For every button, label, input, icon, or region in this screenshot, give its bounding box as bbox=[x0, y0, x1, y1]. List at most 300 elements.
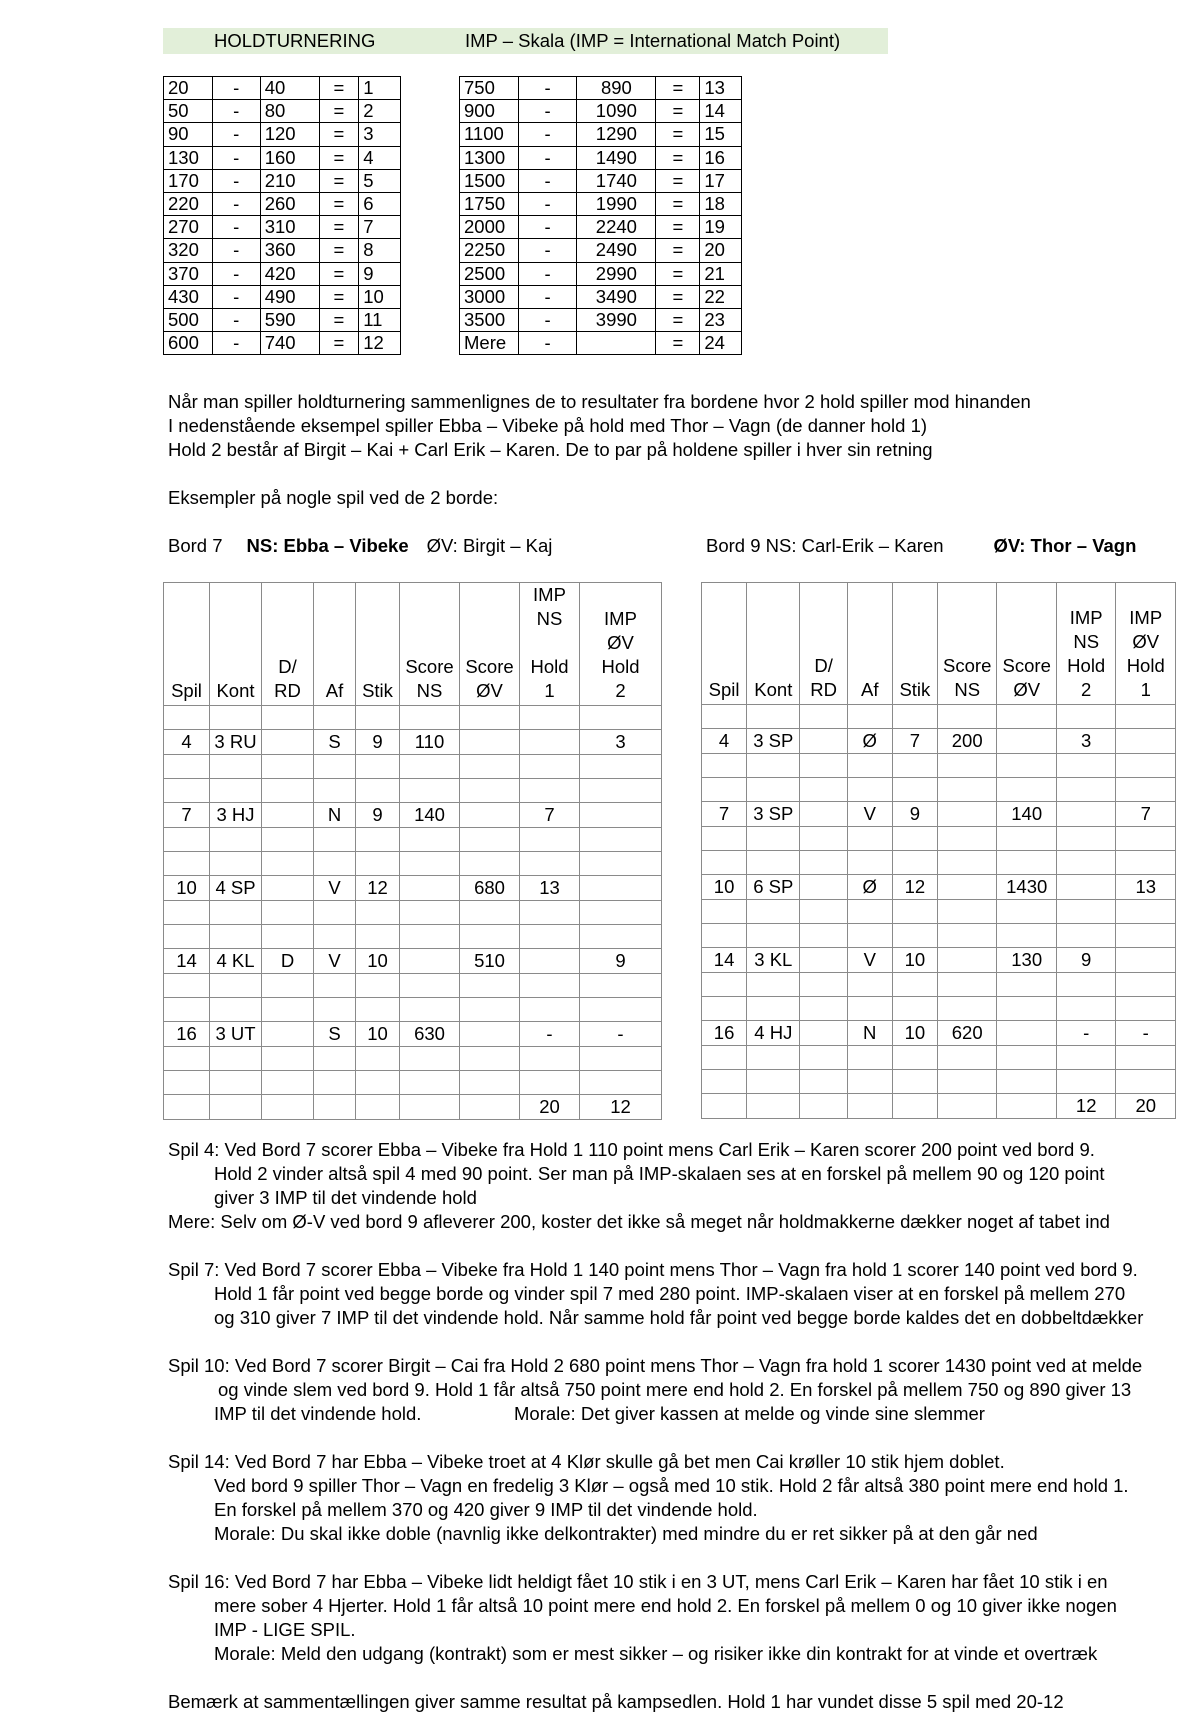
table-cell bbox=[800, 875, 847, 900]
table-cell: 7 bbox=[1116, 802, 1176, 827]
column-header-label: Stik bbox=[362, 680, 393, 701]
column-header-label: Score ØV bbox=[465, 656, 514, 701]
imp-cell: 3 bbox=[359, 123, 401, 146]
bord9-heading bbox=[706, 534, 1136, 558]
empty-cell bbox=[937, 900, 997, 924]
table-cell bbox=[937, 875, 997, 900]
empty-cell bbox=[997, 900, 1057, 924]
empty-cell bbox=[400, 1047, 460, 1071]
empty-cell bbox=[460, 974, 520, 998]
imp-cell: 13 bbox=[700, 77, 742, 100]
empty-cell bbox=[520, 1047, 580, 1071]
table-cell: V bbox=[314, 949, 356, 974]
imp-cell: 1100 bbox=[460, 123, 519, 146]
table-cell: 9 bbox=[356, 803, 400, 828]
empty-cell bbox=[747, 827, 800, 851]
empty-cell bbox=[1056, 973, 1116, 997]
empty-cell bbox=[1116, 997, 1176, 1021]
empty-row bbox=[702, 1046, 1176, 1070]
examples-label: Eksempler på nogle spil ved de 2 borde: bbox=[168, 487, 499, 508]
imp-row bbox=[460, 262, 742, 285]
table-row bbox=[702, 802, 1176, 827]
empty-cell bbox=[460, 828, 520, 852]
empty-cell bbox=[210, 755, 262, 779]
imp-cell: = bbox=[319, 123, 359, 146]
spil14-explanation-line: Ved bord 9 spiller Thor – Vagn en fredelig 3 Klør – også med 10 stik. Hold 2 får altså 380 point mere end hold 1. bbox=[214, 1475, 1129, 1496]
imp-row bbox=[460, 192, 742, 215]
column-header bbox=[800, 583, 847, 705]
table-cell bbox=[800, 802, 847, 827]
imp-cell: 18 bbox=[700, 192, 742, 215]
empty-cell bbox=[520, 755, 580, 779]
empty-cell bbox=[314, 706, 356, 730]
header-subtitle: IMP – Skala (IMP = International Match Point) bbox=[465, 30, 841, 51]
column-header-label: Kont bbox=[216, 680, 255, 701]
spil10-explanation-line: IMP til det vindende hold. bbox=[214, 1403, 422, 1424]
empty-cell bbox=[460, 925, 520, 949]
header-title: HOLDTURNERING bbox=[214, 30, 376, 51]
imp-row bbox=[460, 285, 742, 308]
imp-row bbox=[460, 169, 742, 192]
imp-row bbox=[164, 262, 401, 285]
imp-cell: - bbox=[518, 146, 577, 169]
imp-row bbox=[460, 216, 742, 239]
table-row bbox=[702, 1021, 1176, 1046]
table-cell: V bbox=[847, 802, 892, 827]
empty-cell bbox=[847, 1094, 892, 1119]
imp-cell: 3990 bbox=[577, 308, 656, 331]
table-cell bbox=[937, 802, 997, 827]
imp-cell: 740 bbox=[260, 332, 319, 355]
empty-cell bbox=[1056, 997, 1116, 1021]
empty-cell bbox=[747, 1070, 800, 1094]
spacer-row bbox=[702, 705, 1176, 729]
empty-cell bbox=[356, 1095, 400, 1120]
imp-scale-table-left bbox=[163, 76, 401, 355]
imp-cell: - bbox=[518, 100, 577, 123]
empty-cell bbox=[314, 828, 356, 852]
empty-cell bbox=[937, 705, 997, 729]
empty-cell bbox=[356, 706, 400, 730]
empty-cell bbox=[164, 779, 210, 803]
imp-cell bbox=[577, 332, 656, 355]
empty-cell bbox=[520, 779, 580, 803]
empty-cell bbox=[892, 997, 937, 1021]
table-cell: 7 bbox=[520, 803, 580, 828]
empty-cell bbox=[580, 755, 662, 779]
spil14-explanation-line: Morale: Du skal ikke doble (navnlig ikke delkontrakter) med mindre du er ret sikker på at den går ned bbox=[214, 1523, 1038, 1544]
empty-cell bbox=[400, 852, 460, 876]
empty-cell bbox=[356, 828, 400, 852]
empty-cell bbox=[520, 998, 580, 1022]
imp-cell: - bbox=[518, 285, 577, 308]
table-header-row bbox=[702, 583, 1176, 705]
imp-cell: - bbox=[212, 332, 260, 355]
empty-cell bbox=[164, 828, 210, 852]
imp-cell: = bbox=[319, 77, 359, 100]
empty-cell bbox=[314, 755, 356, 779]
column-header bbox=[400, 583, 460, 706]
empty-cell bbox=[800, 827, 847, 851]
column-header bbox=[356, 583, 400, 706]
empty-cell bbox=[460, 998, 520, 1022]
column-header-label: IMP NS Hold 1 bbox=[530, 584, 569, 701]
empty-cell bbox=[1116, 754, 1176, 778]
empty-cell bbox=[1116, 900, 1176, 924]
empty-cell bbox=[1056, 851, 1116, 875]
imp-cell: - bbox=[212, 192, 260, 215]
empty-cell bbox=[210, 779, 262, 803]
empty-cell bbox=[580, 974, 662, 998]
empty-cell bbox=[1056, 1070, 1116, 1094]
empty-cell bbox=[702, 851, 747, 875]
imp-cell: 2000 bbox=[460, 216, 519, 239]
table-cell: 200 bbox=[937, 729, 997, 754]
empty-cell bbox=[460, 779, 520, 803]
empty-cell bbox=[314, 1047, 356, 1071]
imp-cell: = bbox=[656, 77, 700, 100]
empty-cell bbox=[892, 778, 937, 802]
empty-cell bbox=[892, 924, 937, 948]
table-cell: 630 bbox=[400, 1022, 460, 1047]
imp-row bbox=[164, 192, 401, 215]
bord9-label: Bord 9 bbox=[706, 535, 761, 556]
table-row bbox=[702, 729, 1176, 754]
imp-cell: 1 bbox=[359, 77, 401, 100]
empty-cell bbox=[892, 851, 937, 875]
imp-cell: = bbox=[319, 100, 359, 123]
table-cell: 12 bbox=[892, 875, 937, 900]
column-header-label: Kont bbox=[754, 679, 793, 700]
empty-cell bbox=[356, 901, 400, 925]
imp-cell: 210 bbox=[260, 169, 319, 192]
imp-cell: 420 bbox=[260, 262, 319, 285]
imp-cell: 260 bbox=[260, 192, 319, 215]
empty-cell bbox=[400, 755, 460, 779]
empty-cell bbox=[702, 1094, 747, 1119]
spil10-explanation-line: og vinde slem ved bord 9. Hold 1 får altså 750 point mere end hold 2. En forskel på mellem 750 og 890 giver 13 bbox=[218, 1379, 1132, 1400]
empty-cell bbox=[580, 925, 662, 949]
imp-cell: 5 bbox=[359, 169, 401, 192]
column-header bbox=[1056, 583, 1116, 705]
empty-cell bbox=[400, 998, 460, 1022]
empty-cell bbox=[1056, 924, 1116, 948]
empty-cell bbox=[800, 705, 847, 729]
imp-cell: - bbox=[212, 169, 260, 192]
imp-cell: 20 bbox=[700, 239, 742, 262]
table-cell: 14 bbox=[164, 949, 210, 974]
table-cell bbox=[800, 1021, 847, 1046]
imp-cell: - bbox=[518, 308, 577, 331]
empty-cell bbox=[747, 973, 800, 997]
empty-cell bbox=[356, 998, 400, 1022]
empty-cell bbox=[997, 1070, 1057, 1094]
spacer-row bbox=[164, 706, 662, 730]
imp-cell: Mere bbox=[460, 332, 519, 355]
empty-cell bbox=[520, 828, 580, 852]
imp-cell: = bbox=[656, 192, 700, 215]
imp-cell: 310 bbox=[260, 216, 319, 239]
empty-cell bbox=[1116, 827, 1176, 851]
imp-cell: 80 bbox=[260, 100, 319, 123]
column-header-label: D/ RD bbox=[810, 655, 837, 700]
table-cell: - bbox=[1056, 1021, 1116, 1046]
imp-cell: - bbox=[212, 239, 260, 262]
imp-cell: - bbox=[518, 169, 577, 192]
table-cell bbox=[460, 1022, 520, 1047]
table-row bbox=[702, 948, 1176, 973]
empty-cell bbox=[262, 779, 314, 803]
table-cell bbox=[262, 876, 314, 901]
empty-cell bbox=[937, 1094, 997, 1119]
table-cell bbox=[460, 730, 520, 755]
spil7-explanation-line: og 310 giver 7 IMP til det vindende hold. Når samme hold får point ved begge borde kaldes det en dobbeltdækker bbox=[214, 1307, 1144, 1328]
imp-cell: 22 bbox=[700, 285, 742, 308]
imp-cell: - bbox=[518, 262, 577, 285]
empty-cell bbox=[997, 778, 1057, 802]
empty-row bbox=[164, 779, 662, 803]
empty-row bbox=[702, 900, 1176, 924]
empty-cell bbox=[800, 754, 847, 778]
column-header bbox=[164, 583, 210, 706]
table-cell bbox=[1056, 802, 1116, 827]
imp-cell: - bbox=[518, 216, 577, 239]
empty-cell bbox=[892, 827, 937, 851]
empty-cell bbox=[892, 900, 937, 924]
empty-cell bbox=[847, 997, 892, 1021]
empty-cell bbox=[262, 1047, 314, 1071]
imp-cell: 50 bbox=[164, 100, 213, 123]
bord9-ov: ØV: Thor – Vagn bbox=[993, 535, 1137, 556]
empty-cell bbox=[1116, 1046, 1176, 1070]
column-header-label: IMP NS Hold 2 bbox=[1067, 607, 1106, 700]
spil7-explanation-line: Spil 7: Ved Bord 7 scorer Ebba – Vibeke fra Hold 1 140 point mens Thor – Vagn fra hold 1 scorer 140 point ved bord 9. bbox=[168, 1259, 1138, 1280]
table-cell: 4 KL bbox=[210, 949, 262, 974]
imp-cell: = bbox=[656, 262, 700, 285]
imp-row bbox=[164, 239, 401, 262]
empty-cell bbox=[520, 1071, 580, 1095]
empty-row bbox=[702, 924, 1176, 948]
table-cell bbox=[1116, 729, 1176, 754]
imp-cell: = bbox=[656, 216, 700, 239]
empty-cell bbox=[164, 1047, 210, 1071]
empty-cell bbox=[262, 828, 314, 852]
table-cell bbox=[1056, 875, 1116, 900]
bord7-ov: ØV: Birgit – Kaj bbox=[426, 535, 553, 556]
imp-cell: 1750 bbox=[460, 192, 519, 215]
empty-cell bbox=[210, 901, 262, 925]
totals-row bbox=[702, 1094, 1176, 1119]
imp-cell: 900 bbox=[460, 100, 519, 123]
table-cell: 10 bbox=[356, 949, 400, 974]
bord7-heading bbox=[168, 534, 552, 558]
imp-cell: 160 bbox=[260, 146, 319, 169]
empty-cell bbox=[892, 1094, 937, 1119]
empty-cell bbox=[937, 1070, 997, 1094]
imp-cell: = bbox=[319, 239, 359, 262]
empty-cell bbox=[400, 925, 460, 949]
empty-cell bbox=[520, 901, 580, 925]
imp-cell: 320 bbox=[164, 239, 213, 262]
empty-row bbox=[164, 974, 662, 998]
imp-cell: 12 bbox=[359, 332, 401, 355]
imp-cell: 2 bbox=[359, 100, 401, 123]
totals-row bbox=[164, 1095, 662, 1120]
imp-cell: = bbox=[656, 146, 700, 169]
imp-cell: - bbox=[212, 285, 260, 308]
imp-row bbox=[460, 77, 742, 100]
empty-cell bbox=[747, 754, 800, 778]
column-header-label: Score NS bbox=[943, 655, 992, 700]
column-header-label: Spil bbox=[171, 680, 202, 701]
imp-cell: 11 bbox=[359, 308, 401, 331]
empty-cell bbox=[400, 1095, 460, 1120]
empty-cell bbox=[460, 755, 520, 779]
table-cell: 3 UT bbox=[210, 1022, 262, 1047]
empty-cell bbox=[460, 852, 520, 876]
table-cell: 7 bbox=[164, 803, 210, 828]
imp-row bbox=[164, 169, 401, 192]
empty-cell bbox=[164, 925, 210, 949]
imp-cell: 6 bbox=[359, 192, 401, 215]
table-cell: D bbox=[262, 949, 314, 974]
empty-cell bbox=[400, 974, 460, 998]
empty-row bbox=[164, 1047, 662, 1071]
imp-cell: 120 bbox=[260, 123, 319, 146]
table-cell bbox=[262, 730, 314, 755]
column-header-label: Af bbox=[325, 680, 344, 701]
imp-cell: = bbox=[319, 308, 359, 331]
column-header bbox=[847, 583, 892, 705]
empty-cell bbox=[847, 900, 892, 924]
empty-cell bbox=[937, 778, 997, 802]
spil7-explanation-line: Hold 1 får point ved begge borde og vinder spil 7 med 280 point. IMP-skalaen viser at en forskel på mellem 270 bbox=[214, 1283, 1126, 1304]
table-row bbox=[164, 949, 662, 974]
table-cell: 13 bbox=[1116, 875, 1176, 900]
imp-cell: 130 bbox=[164, 146, 213, 169]
imp-cell: - bbox=[518, 192, 577, 215]
empty-cell bbox=[164, 901, 210, 925]
imp-cell: = bbox=[656, 285, 700, 308]
empty-cell bbox=[747, 851, 800, 875]
imp-cell: 2250 bbox=[460, 239, 519, 262]
empty-cell bbox=[356, 1071, 400, 1095]
empty-cell bbox=[210, 1095, 262, 1120]
empty-row bbox=[164, 1071, 662, 1095]
imp-cell: 1500 bbox=[460, 169, 519, 192]
table-header-row bbox=[164, 583, 662, 706]
empty-cell bbox=[400, 779, 460, 803]
empty-cell bbox=[702, 973, 747, 997]
table-cell: - bbox=[580, 1022, 662, 1047]
empty-row bbox=[702, 997, 1176, 1021]
table-cell: 680 bbox=[460, 876, 520, 901]
empty-cell bbox=[892, 754, 937, 778]
imp-cell: 90 bbox=[164, 123, 213, 146]
empty-row bbox=[164, 755, 662, 779]
table-cell: 16 bbox=[164, 1022, 210, 1047]
empty-cell bbox=[580, 706, 662, 730]
empty-cell bbox=[892, 705, 937, 729]
imp-cell: = bbox=[319, 262, 359, 285]
empty-cell bbox=[210, 998, 262, 1022]
empty-cell bbox=[262, 974, 314, 998]
column-header bbox=[262, 583, 314, 706]
imp-row bbox=[164, 216, 401, 239]
imp-cell: - bbox=[212, 262, 260, 285]
spil16-explanation-line: mere sober 4 Hjerter. Hold 1 får altså 10 point mere end hold 2. En forskel på mellem 0 og 10 giver ikke nogen bbox=[214, 1595, 1117, 1616]
table-cell: S bbox=[314, 730, 356, 755]
empty-cell bbox=[892, 973, 937, 997]
imp-cell: 16 bbox=[700, 146, 742, 169]
table-row bbox=[164, 730, 662, 755]
imp-cell: 590 bbox=[260, 308, 319, 331]
table-cell: Ø bbox=[847, 875, 892, 900]
imp-cell: 490 bbox=[260, 285, 319, 308]
imp-cell: 1990 bbox=[577, 192, 656, 215]
empty-cell bbox=[210, 706, 262, 730]
table-cell: N bbox=[314, 803, 356, 828]
empty-cell bbox=[314, 901, 356, 925]
empty-cell bbox=[702, 1046, 747, 1070]
table-cell: 9 bbox=[580, 949, 662, 974]
empty-cell bbox=[314, 925, 356, 949]
imp-row bbox=[460, 123, 742, 146]
empty-cell bbox=[847, 924, 892, 948]
imp-cell: 8 bbox=[359, 239, 401, 262]
table-cell: 620 bbox=[937, 1021, 997, 1046]
bord9-ns: NS: Carl-Erik – Karen bbox=[765, 535, 944, 556]
empty-cell bbox=[210, 925, 262, 949]
table-cell: 6 SP bbox=[747, 875, 800, 900]
empty-cell bbox=[460, 706, 520, 730]
imp-cell: 24 bbox=[700, 332, 742, 355]
table-cell: V bbox=[314, 876, 356, 901]
table-cell: 140 bbox=[400, 803, 460, 828]
table-row bbox=[702, 875, 1176, 900]
spil16-explanation-line: IMP - LIGE SPIL. bbox=[214, 1619, 356, 1640]
imp-cell: - bbox=[518, 77, 577, 100]
empty-cell bbox=[1056, 754, 1116, 778]
table-cell: 510 bbox=[460, 949, 520, 974]
empty-cell bbox=[262, 998, 314, 1022]
table-cell bbox=[460, 803, 520, 828]
table-cell bbox=[262, 1022, 314, 1047]
imp-scale-table-right bbox=[459, 76, 742, 355]
imp-cell: = bbox=[656, 332, 700, 355]
empty-cell bbox=[400, 706, 460, 730]
imp-row bbox=[164, 332, 401, 355]
closing-note: Bemærk at sammentællingen giver samme resultat på kampsedlen. Hold 1 har vundet disse 5 spil med 20-12 bbox=[168, 1691, 1064, 1712]
imp-cell: 3500 bbox=[460, 308, 519, 331]
table-cell: Ø bbox=[847, 729, 892, 754]
table-cell: S bbox=[314, 1022, 356, 1047]
header-bar bbox=[163, 28, 888, 54]
empty-cell bbox=[520, 974, 580, 998]
imp-cell: 21 bbox=[700, 262, 742, 285]
imp-cell: 220 bbox=[164, 192, 213, 215]
spil10-explanation-line: Morale: Det giver kassen at melde og vinde sine slemmer bbox=[514, 1403, 985, 1424]
imp-cell: 2490 bbox=[577, 239, 656, 262]
table-cell bbox=[520, 730, 580, 755]
empty-cell bbox=[937, 1046, 997, 1070]
empty-cell bbox=[997, 754, 1057, 778]
total-cell: 20 bbox=[1116, 1094, 1176, 1119]
empty-cell bbox=[997, 973, 1057, 997]
table-cell: 3 RU bbox=[210, 730, 262, 755]
imp-cell: 1090 bbox=[577, 100, 656, 123]
empty-cell bbox=[800, 973, 847, 997]
